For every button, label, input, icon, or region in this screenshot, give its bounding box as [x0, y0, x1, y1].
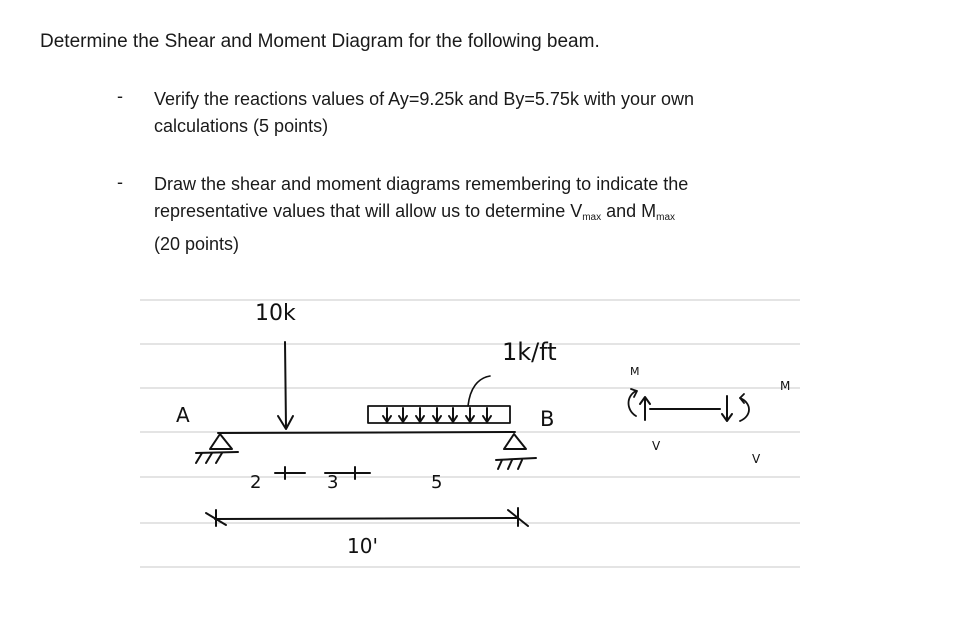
bullet-dash: - — [117, 172, 123, 192]
dimension-2: 2 — [250, 472, 262, 493]
beam-sketch — [140, 280, 805, 580]
sign-v-left: V — [652, 439, 661, 453]
point-load-label: 10k — [255, 301, 296, 326]
bullet-text: Draw the shear and moment diagrams remembering to indicate the — [154, 174, 689, 194]
bullet-diagrams — [154, 171, 874, 258]
bullet-text: (20 points) — [154, 234, 240, 254]
bullet-text: and M — [601, 201, 657, 221]
bullet-reactions — [154, 86, 874, 140]
support-a-label: A — [176, 403, 190, 427]
span-label: 10' — [347, 534, 378, 558]
bullet-text: calculations (5 points) — [154, 116, 329, 136]
bullet-text: Verify the reactions values of Ay=9.25k and By=5.75k with your own — [154, 89, 694, 109]
bullet-text: representative values that will allow us to determine V — [154, 201, 583, 221]
distributed-load — [368, 376, 510, 423]
sign-v-right: V — [752, 452, 761, 466]
pin-support-a — [196, 434, 238, 463]
vmax-subscript: max — [582, 212, 602, 223]
beam-sketch-svg — [140, 280, 805, 580]
dimension-5: 5 — [431, 472, 443, 493]
bullet-dash: - — [117, 86, 123, 106]
problem-title: Determine the Shear and Moment Diagram for the following beam. — [40, 31, 600, 52]
point-load-arrow — [278, 342, 293, 429]
sign-m-right: M — [780, 379, 791, 393]
support-b-label: B — [540, 407, 555, 431]
beam — [218, 432, 515, 433]
support-b — [496, 434, 536, 469]
mmax-subscript: max — [656, 212, 676, 223]
distributed-load-label: 1k/ft — [502, 338, 557, 366]
sign-convention — [629, 389, 750, 421]
sign-m-left: M — [630, 365, 640, 378]
dimension-3: 3 — [327, 472, 339, 493]
